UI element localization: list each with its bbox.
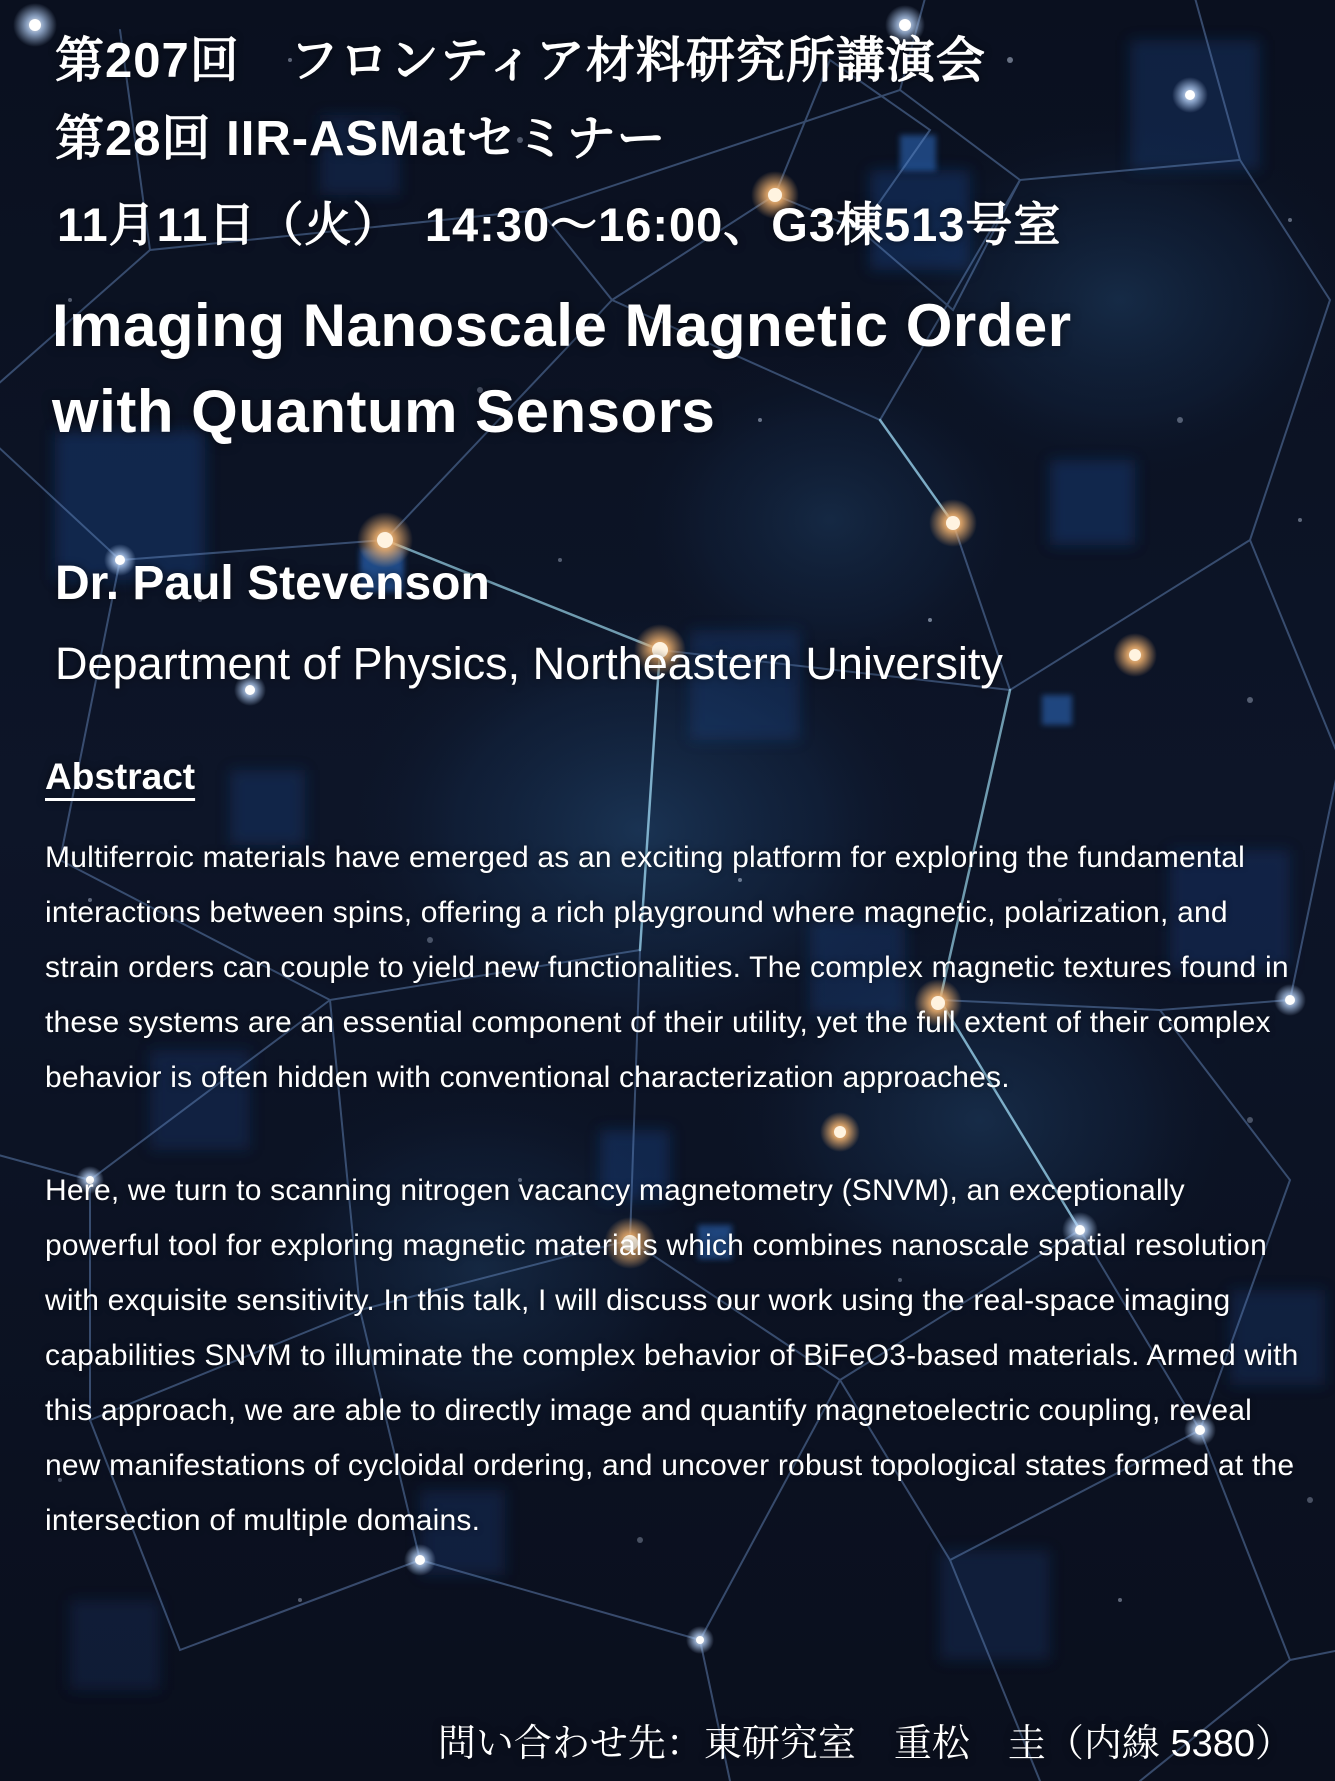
talk-title-line2: with Quantum Sensors [52, 378, 716, 445]
abstract-paragraph-1: Multiferroic materials have emerged as an exciting platform for exploring the fundamental interactions between spins, offering a rich playground where magnetic, polarization, and strain orders can couple to yield new functionalities. The complex magnetic textures found in these systems are an essential component of their utility, yet the full extent of their complex behavior is often hidden with conventional characterization approaches. [45, 841, 1289, 1094]
speaker-affiliation: Department of Physics, Northeastern University [55, 638, 1003, 689]
poster-header [55, 22, 986, 178]
contact-info: 問い合わせ先：東研究室 重松 圭（内線 5380） [437, 1723, 1293, 1765]
speaker-name: Dr. Paul Stevenson [55, 557, 490, 610]
abstract-paragraph-2: Here, we turn to scanning nitrogen vacancy magnetometry (SNVM), an exceptionally powerful tool for exploring magnetic materials which combines nanoscale spatial resolution with exquisite sensitivity. In this talk, I will discuss our work using the real-space imaging capabilities SNVM to illuminate the complex behavior of BiFeO3-based materials. Armed with this approach, we are able to directly image and quantify magnetoelectric coupling, reveal new manifestations of cycloidal ordering, and uncover robust topological states formed at the intersection of multiple domains. [45, 1174, 1299, 1537]
abstract-section [45, 756, 1301, 1606]
series-title-line2: 第28回 IIR-ASMatセミナー [55, 112, 667, 166]
talk-title [52, 283, 1072, 455]
datetime-location: 11月11日（火） 14:30～16:00、G3棟513号室 [57, 198, 1062, 251]
talk-title-line1: Imaging Nanoscale Magnetic Order [52, 292, 1072, 359]
abstract-heading: Abstract [45, 756, 196, 797]
series-title-line1: 第207回 フロンティア材料研究所講演会 [55, 34, 986, 88]
